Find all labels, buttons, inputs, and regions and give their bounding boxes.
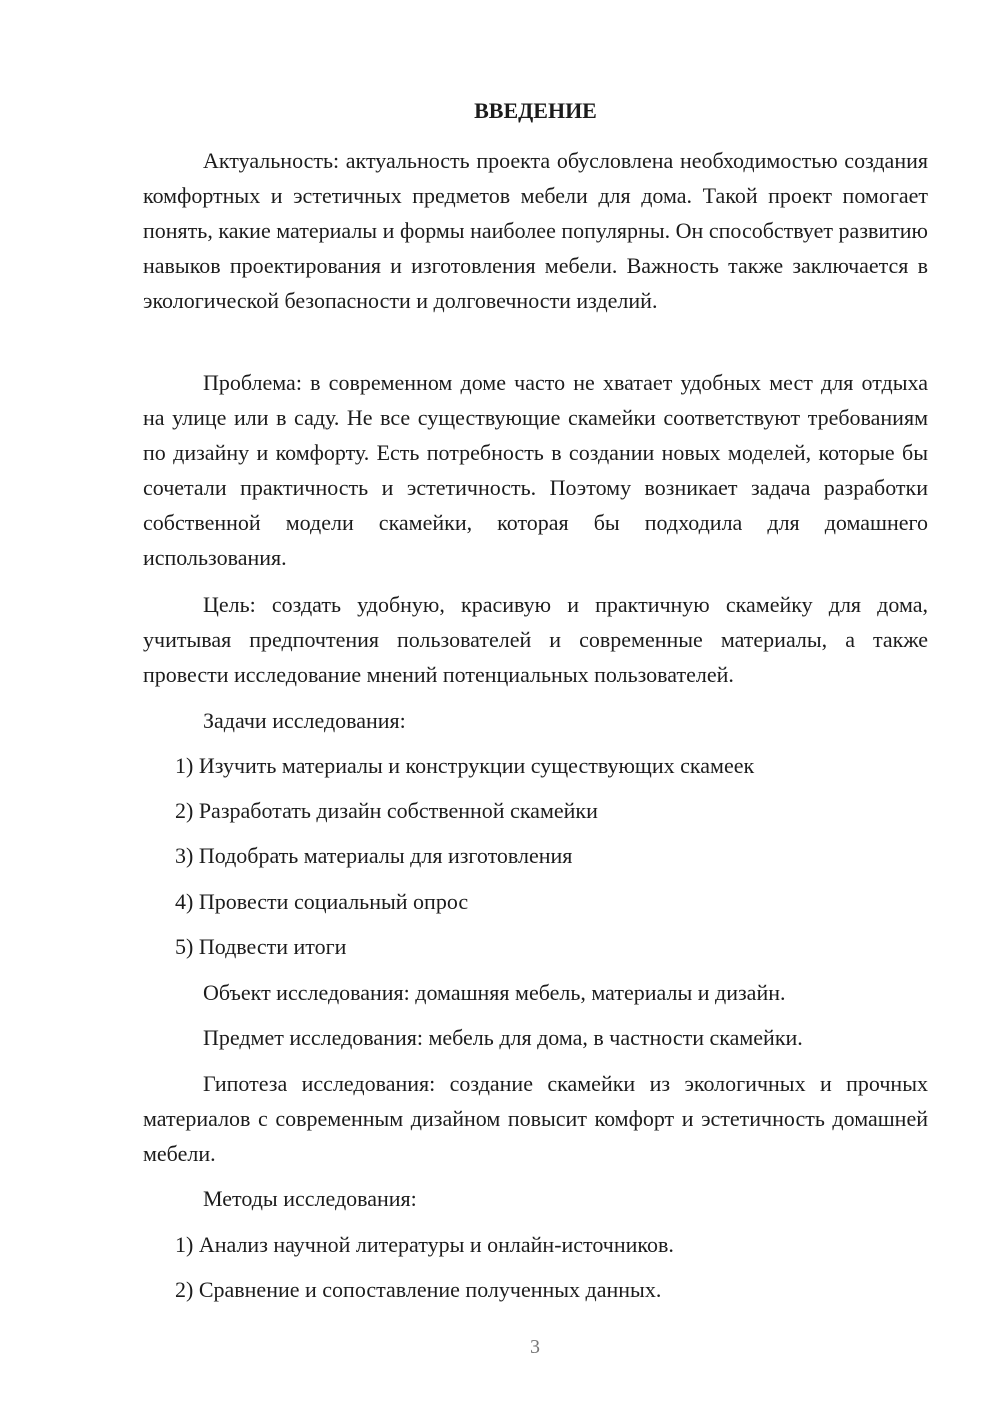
- object-line: Объект исследования: домашняя мебель, материалы и дизайн.: [203, 980, 786, 1005]
- methods-heading: Методы исследования:: [203, 1186, 417, 1211]
- task-item: 4) Провести социальный опрос: [175, 889, 469, 914]
- task-item: 5) Подвести итоги: [175, 934, 347, 959]
- method-item: 2) Сравнение и сопоставление полученных данных.: [175, 1277, 662, 1302]
- problem-paragraph: Проблема: в современном доме часто не хватает удобных мест для отдыха на улице или в саду. Не все существующие скамейки соответствуют требованиям по дизайну и комфорту. Есть потребность в создании новых моделей, которые бы сочетали практичность и эстетичность. Поэтому возникает задача разработки собственной модели скамейки, которая бы подходила для домашнего использования.: [143, 370, 928, 570]
- page-number: 3: [530, 1336, 540, 1358]
- goal-paragraph: Цель: создать удобную, красивую и практичную скамейку для дома, учитывая предпочтения пользователей и современные материалы, а также провести исследование мнений потенциальных пользователей.: [143, 592, 928, 687]
- page-title: ВВЕДЕНИЕ: [474, 98, 597, 123]
- relevance-paragraph: Актуальность: актуальность проекта обусловлена необходимостью создания комфортных и эстетичных предметов мебели для дома. Такой проект помогает понять, какие материалы и формы наиболее популярны. Он способствует развитию навыков проектирования и изготовления мебели. Важность также заключается в экологической безопасности и долговечности изделий.: [143, 148, 928, 313]
- task-item: 3) Подобрать материалы для изготовления: [175, 843, 573, 868]
- task-item: 2) Разработать дизайн собственной скамейки: [175, 798, 598, 823]
- tasks-heading: Задачи исследования:: [203, 708, 406, 733]
- method-item: 1) Анализ научной литературы и онлайн-источников.: [175, 1232, 674, 1257]
- hypothesis-paragraph: Гипотеза исследования: создание скамейки из экологичных и прочных материалов с современным дизайном повысит комфорт и эстетичность домашней мебели.: [143, 1071, 928, 1166]
- subject-line: Предмет исследования: мебель для дома, в частности скамейки.: [203, 1025, 803, 1050]
- task-item: 1) Изучить материалы и конструкции существующих скамеек: [175, 753, 755, 778]
